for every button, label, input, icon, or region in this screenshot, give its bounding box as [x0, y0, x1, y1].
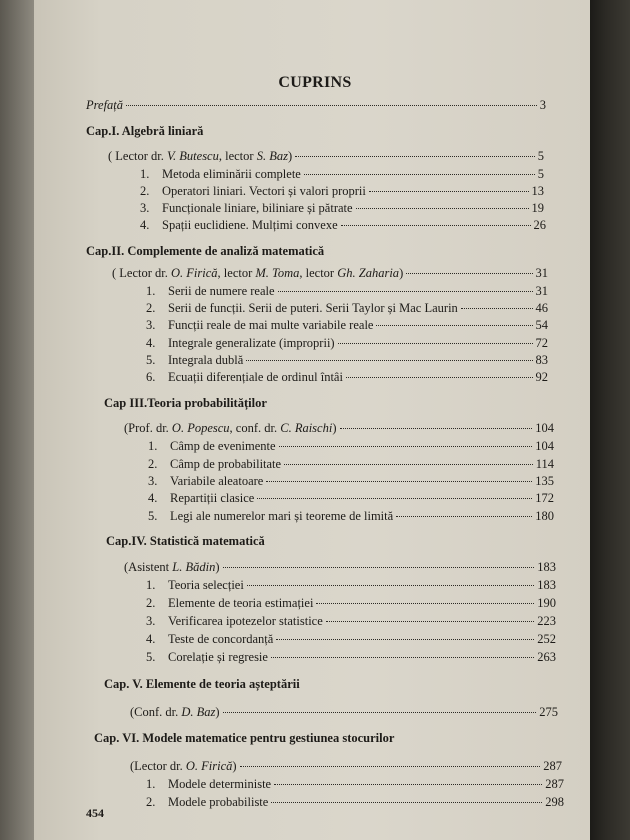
toc-entry: 1. Câmp de evenimente 104: [148, 439, 554, 453]
toc-entry: 1. Modele deterministe 287: [146, 777, 564, 791]
toc-entry: 3. Variabile aleatoare 135: [148, 474, 554, 488]
toc-preface: [86, 98, 546, 113]
authors-text: ( Lector dr. V. Butescu, lector S. Baz): [108, 149, 293, 163]
authors-text: (Prof. dr. O. Popescu, conf. dr. C. Raischi): [124, 421, 337, 435]
toc-entry: 3. Verificarea ipotezelor statistice 223: [146, 614, 556, 628]
leader-dots: [126, 105, 537, 106]
chapter-2-heading: Cap.II. Complemente de analiză matematică: [86, 244, 325, 258]
toc-entry: 3. Funcții reale de mai multe variabile reale 54: [146, 318, 548, 332]
leader-dots: [223, 567, 535, 568]
preface-page: 3: [539, 98, 546, 112]
left-page-edge: [0, 0, 34, 840]
toc-entry: 4. Teste de concordanță 252: [146, 632, 556, 646]
page-title: CUPRINS: [278, 74, 352, 91]
chapter-5-authors: [130, 705, 558, 720]
toc-entry: 1. Metoda eliminării complete 5: [140, 167, 544, 181]
leader-dots: [406, 273, 532, 274]
chapter-6-authors: [130, 759, 562, 774]
authors-page: 104: [535, 421, 554, 435]
chapter-1-heading: Cap.I. Algebră liniară: [86, 124, 204, 138]
chapter-6-heading: Cap. VI. Modele matematice pentru gestiunea stocurilor: [94, 731, 395, 745]
authors-text: ( Lector dr. O. Firică, lector M. Toma, lector Gh. Zaharia): [112, 266, 404, 280]
toc-entry: 5. Corelație și regresie 263: [146, 650, 556, 664]
toc-entry: 4. Repartiții clasice 172: [148, 491, 554, 505]
authors-page: 5: [537, 149, 544, 163]
authors-page: 183: [537, 560, 556, 574]
leader-dots: [340, 428, 533, 429]
toc-entry: 2. Câmp de probabilitate 114: [148, 457, 554, 471]
authors-text: (Conf. dr. D. Baz): [130, 705, 220, 719]
authors-page: 275: [539, 705, 558, 719]
preface-label: Prefață: [86, 98, 124, 112]
leader-dots: [295, 156, 535, 157]
toc-entry: 6. Ecuații diferențiale de ordinul întâi 92: [146, 370, 548, 384]
authors-text: (Asistent L. Bădin): [124, 560, 220, 574]
chapter-2-authors: [112, 266, 548, 281]
chapter-3-heading: Cap III.Teoria probabilităților: [104, 396, 267, 410]
authors-text: (Lector dr. O. Firică): [130, 759, 237, 773]
toc-entry: 5. Integrala dublă 83: [146, 353, 548, 367]
authors-page: 287: [543, 759, 562, 773]
toc-entry: 4. Integrale generalizate (improprii) 72: [146, 336, 548, 350]
chapter-1-authors: [108, 149, 544, 164]
right-page-edge: [590, 0, 630, 840]
leader-dots: [240, 766, 541, 767]
toc-entry: 2. Modele probabiliste 298: [146, 795, 564, 809]
leader-dots: [223, 712, 537, 713]
toc-entry: 2. Operatori liniari. Vectori și valori proprii 13: [140, 184, 544, 198]
chapter-4-heading: Cap.IV. Statistică matematică: [106, 534, 265, 548]
toc-entry: 1. Serii de numere reale 31: [146, 284, 548, 298]
toc-entry: 4. Spații euclidiene. Mulțimi convexe 26: [140, 218, 546, 232]
toc-entry: 3. Funcționale liniare, biliniare și pătrate 19: [140, 201, 544, 215]
toc-entry: 2. Elemente de teoria estimației 190: [146, 596, 556, 610]
chapter-4-authors: [124, 560, 556, 575]
toc-entry: 2. Serii de funcții. Serii de puteri. Serii Taylor și Mac Laurin 46: [146, 301, 548, 315]
toc-entry: 5. Legi ale numerelor mari și teoreme de limită 180: [148, 509, 554, 523]
chapter-3-authors: [124, 421, 554, 436]
page-number: 454: [86, 806, 104, 820]
authors-page: 31: [535, 266, 548, 280]
chapter-5-heading: Cap. V. Elemente de teoria așteptării: [104, 677, 300, 691]
toc-entry: 1. Teoria selecției 183: [146, 578, 556, 592]
